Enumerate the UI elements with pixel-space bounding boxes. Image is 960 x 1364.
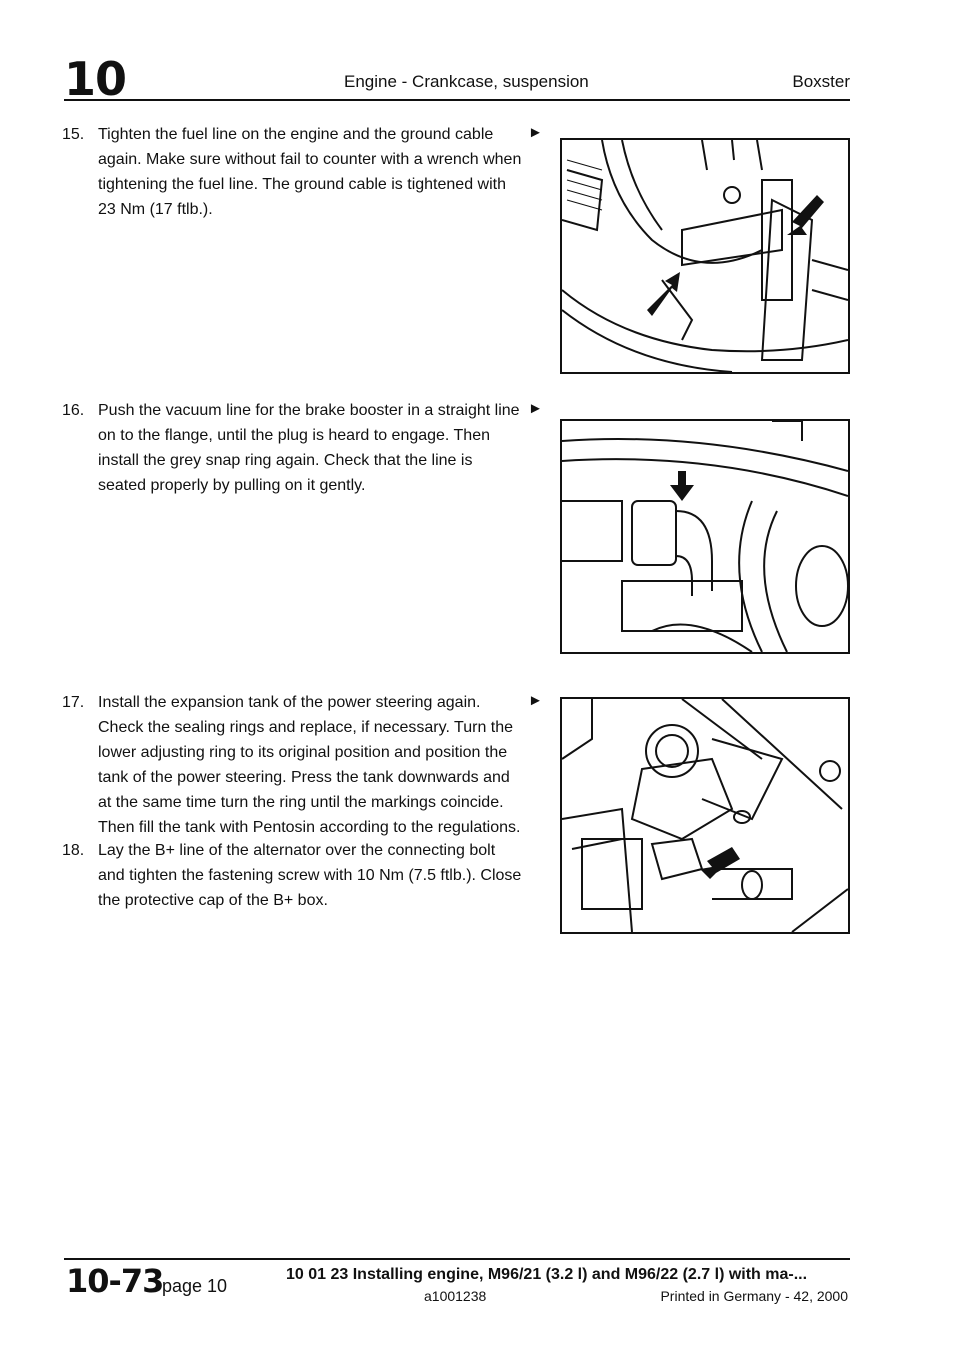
step-number: 16. <box>62 402 85 419</box>
pointer-arrow-icon: ► <box>528 692 543 709</box>
step-text: Tighten the fuel line on the engine and the ground cable again. Make sure without fail to counter with a wrench when tightening the fuel line. The ground cable is tightened with 23 Nm (17 ftlb.). <box>98 126 522 218</box>
footer-printed: Printed in Germany - 42, 2000 <box>660 1288 848 1304</box>
illustration-fuel-line <box>562 140 848 372</box>
step-text: Push the vacuum line for the brake booster in a straight line on to the flange, until the plug is heard to engage. Then install the grey snap ring again. Check that the line is seated properly by pulling on it gently. <box>98 402 520 494</box>
page-subnumber: page 10 <box>162 1276 228 1296</box>
figure-vacuum-line <box>560 419 850 654</box>
step-number: 15. <box>62 126 85 143</box>
pointer-arrow-icon: ► <box>528 124 543 141</box>
header-rule <box>64 99 850 101</box>
header-title: Engine - Crankcase, suspension <box>344 72 589 91</box>
step-16 <box>62 398 522 498</box>
step-18 <box>62 838 522 913</box>
step-17 <box>62 690 522 840</box>
step-text: Install the expansion tank of the power steering again. Check the sealing rings and replace, if necessary. Turn the lower adjusting ring to its original position and position the tank of the power steering. Press the tank downwards and at the same time turn the ring until the markings coincide. Then fill the tank with Pentosin according to the regulations. <box>98 694 521 836</box>
pointer-arrow-icon: ► <box>528 400 543 417</box>
figure-power-steering-tank <box>560 697 850 934</box>
page-number: 10-73 <box>66 1262 164 1300</box>
step-15 <box>62 122 522 222</box>
chapter-number: 10 <box>64 52 127 106</box>
footer-rule <box>64 1258 850 1260</box>
step-number: 17. <box>62 694 85 711</box>
step-text: Lay the B+ line of the alternator over the connecting bolt and tighten the fastening screw with 10 Nm (7.5 ftlb.). Close the protective cap of the B+ box. <box>98 842 522 909</box>
footer-title: 10 01 23 Installing engine, M96/21 (3.2 l) and M96/22 (2.7 l) with ma-... <box>286 1266 808 1283</box>
illustration-power-steering-tank <box>562 699 848 932</box>
figure-fuel-line <box>560 138 850 374</box>
illustration-vacuum-line <box>562 421 848 652</box>
footer-code: a1001238 <box>424 1288 487 1304</box>
header-model: Boxster <box>792 72 850 91</box>
step-number: 18. <box>62 842 85 859</box>
